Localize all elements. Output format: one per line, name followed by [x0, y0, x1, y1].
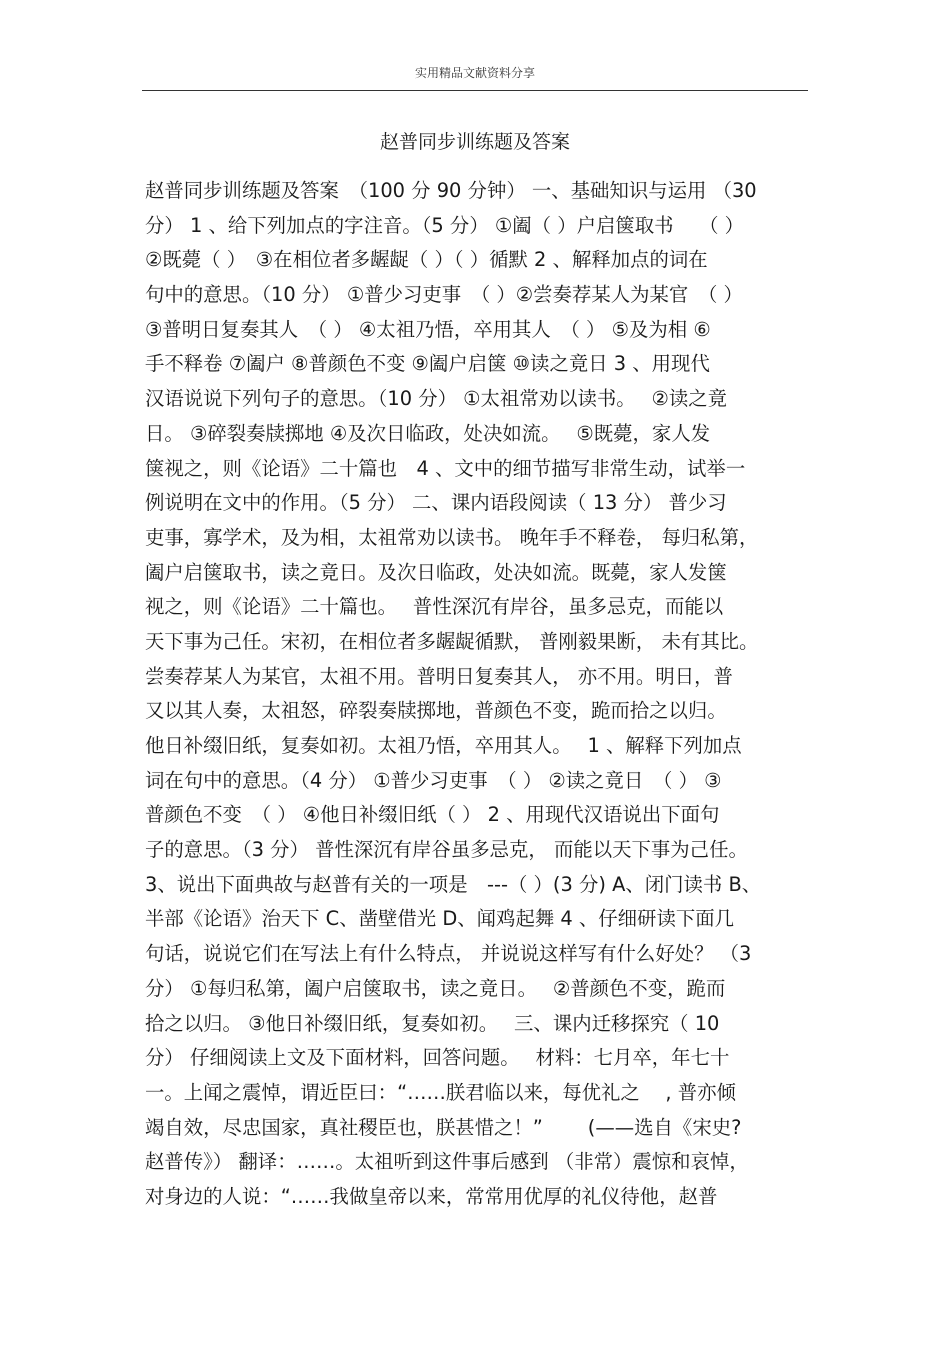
document-title: 赵普同步训练题及答案 — [379, 131, 570, 153]
body-line: 普颜色不变 （ ） ④他日补缀旧纸（ ） 2 、用现代汉语说出下面句 — [145, 803, 720, 827]
body-line: 子的意思。（3 分） 普性深沉有岸谷虽多忌克， 而能以天下事为己任。 — [145, 838, 748, 862]
document-body — [145, 174, 810, 1215]
body-line: 一。上闻之震悼，谓近臣曰：“……朕君临以来，每优礼之 , 普亦倾 — [145, 1080, 736, 1104]
body-line: 句话，说说它们在写法上有什么特点， 并说说这样写有什么好处？ （3 — [145, 942, 752, 966]
body-line: 他日补缀旧纸，复奏如初。太祖乃悟，卒用其人。 1 、解释下列加点 — [145, 734, 742, 757]
body-line: 尝奏荐某人为某官，太祖不用。普明日复奏其人， 亦不用。明日，普 — [145, 664, 733, 688]
body-line: 拾之以归。 ③他日补缀旧纸，复奏如初。 三、课内迁移探究（ 10 — [145, 1011, 720, 1035]
body-line: ②既薨（ ） ③在相位者多龌龊（ ）（ ）循默 2 、解释加点的词在 — [145, 248, 708, 272]
body-line: 天下事为己任。宋初，在相位者多龌龊循默， 普刚毅果断， 未有其比。 — [145, 629, 759, 653]
body-line: 半部《论语》治天下 C、凿壁借光 D、闻鸡起舞 4 、仔细研读下面几 — [145, 907, 735, 931]
body-line: 视之，则《论语》二十篇也。 普性深沉有岸谷，虽多忌克，而能以 — [145, 595, 724, 619]
body-line: 词在句中的意思。（4 分） ①普少习吏事 （ ） ②读之竟日 （ ） ③ — [145, 768, 722, 792]
body-line: 赵普传》） 翻译：……。太祖听到这件事后感到 （非常）震惊和哀悼， — [145, 1150, 749, 1174]
body-line: 吏事，寡学术，及为相，太祖常劝以读书。 晚年手不释卷， 每归私第， — [145, 525, 759, 549]
body-line: 3、说出下面典故与赵普有关的一项是 ---（ ）(3 分) A、闭门读书 B、 — [145, 872, 762, 896]
body-line: 阖户启箧取书，读之竟日。及次日临政，处决如流。既薨，家人发箧 — [145, 560, 727, 584]
page-header: 实用精品文献资料分享 — [414, 66, 535, 80]
body-line: 分） 仔细阅读上文及下面材料，回答问题。 材料：七月卒，年七十 — [145, 1046, 730, 1070]
body-line: 例说明在文中的作用。（5 分） 二、课内语段阅读（ 13 分） 普少习 — [145, 491, 727, 515]
body-line: 对身边的人说：“……我做皇帝以来，常常用优厚的礼仪待他，赵普 — [145, 1184, 718, 1208]
body-line: 赵普同步训练题及答案 （100 分 90 分钟） 一、基础知识与运用 （30 — [145, 179, 757, 202]
body-line: 又以其人奏，太祖怒，碎裂奏牍掷地，普颜色不变，跪而拾之以归。 — [145, 699, 727, 723]
body-line: 手不释卷 ⑦阖户 ⑧普颜色不变 ⑨阖户启箧 ⑩读之竟日 3 、用现代 — [145, 352, 710, 376]
body-line: 箧视之，则《论语》二十篇也 4 、文中的细节描写非常生动，试举一 — [145, 456, 746, 480]
header-divider — [142, 90, 808, 91]
body-line: ③普明日复奏其人 （ ） ④太祖乃悟，卒用其人 （ ） ⑤及为相 ⑥ — [145, 317, 711, 341]
body-line: 分） ①每归私第，阖户启箧取书，读之竟日。 ②普颜色不变，跪而 — [145, 976, 726, 1000]
body-line: 句中的意思。（10 分） ①普少习吏事 （ ）②尝奏荐某人为某官 （ ） — [145, 283, 743, 307]
body-line: 汉语说说下列句子的意思。（10 分） ①太祖常劝以读书。 ②读之竟 — [145, 387, 728, 411]
body-line: 日。 ③碎裂奏牍掷地 ④及次日临政，处决如流。 ⑤既薨，家人发 — [145, 421, 711, 445]
body-line: 竭自效，尽忠国家，真社稷臣也，朕甚惜之！” (——选自《宋史? — [145, 1115, 742, 1139]
body-line: 分） 1 、给下列加点的字注音。（5 分） ①阖（ ）户启箧取书 （ ） — [145, 213, 745, 237]
